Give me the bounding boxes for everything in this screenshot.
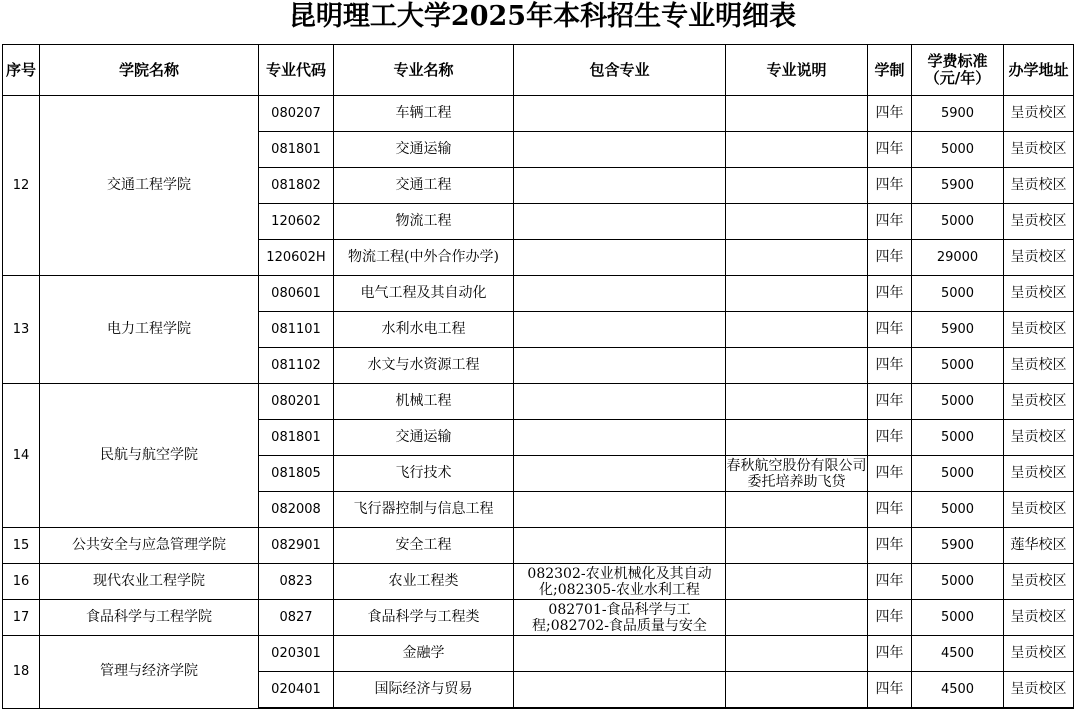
cell-seq: 12 [3, 96, 40, 276]
cell-campus: 呈贡校区 [1004, 672, 1074, 709]
header-includes: 包含专业 [514, 45, 726, 96]
cell-fee: 5000 [912, 384, 1004, 420]
cell-college: 公共安全与应急管理学院 [40, 528, 259, 564]
cell-campus: 呈贡校区 [1004, 312, 1074, 348]
cell-duration: 四年 [868, 636, 912, 672]
cell-fee: 5000 [912, 564, 1004, 600]
cell-code: 080601 [259, 276, 334, 312]
header-row [3, 45, 1074, 96]
cell-fee: 5000 [912, 600, 1004, 636]
cell-campus: 呈贡校区 [1004, 348, 1074, 384]
cell-campus: 呈贡校区 [1004, 420, 1074, 456]
cell-college: 交通工程学院 [40, 96, 259, 276]
cell-note [726, 636, 868, 672]
cell-major: 交通工程 [334, 168, 514, 204]
cell-code: 081802 [259, 168, 334, 204]
cell-major: 交通运输 [334, 132, 514, 168]
cell-campus: 呈贡校区 [1004, 276, 1074, 312]
cell-major: 物流工程 [334, 204, 514, 240]
cell-fee: 5000 [912, 132, 1004, 168]
header-fee [912, 45, 1004, 96]
header-duration: 学制 [868, 45, 912, 96]
cell-campus: 呈贡校区 [1004, 492, 1074, 528]
cell-includes [514, 168, 726, 204]
cell-campus: 莲华校区 [1004, 528, 1074, 564]
cell-includes [514, 132, 726, 168]
cell-includes [514, 384, 726, 420]
table-row [3, 96, 1074, 132]
table-row [3, 528, 1074, 564]
cell-campus: 呈贡校区 [1004, 564, 1074, 600]
cell-includes [514, 240, 726, 276]
cell-note [726, 492, 868, 528]
cell-fee: 5000 [912, 420, 1004, 456]
cell-college: 现代农业工程学院 [40, 564, 259, 600]
cell-campus: 呈贡校区 [1004, 96, 1074, 132]
cell-major: 电气工程及其自动化 [334, 276, 514, 312]
cell-fee: 5000 [912, 492, 1004, 528]
cell-seq: 17 [3, 600, 40, 636]
cell-major: 金融学 [334, 636, 514, 672]
cell-duration: 四年 [868, 384, 912, 420]
cell-includes [514, 420, 726, 456]
cell-duration: 四年 [868, 672, 912, 709]
cell-duration: 四年 [868, 456, 912, 492]
cell-duration: 四年 [868, 276, 912, 312]
cell-seq: 13 [3, 276, 40, 384]
cell-code: 120602 [259, 204, 334, 240]
header-fee-line2: （元/年） [924, 69, 991, 87]
cell-includes: 082302-农业机械化及其自动化;082305-农业水利工程 [514, 564, 726, 600]
cell-duration: 四年 [868, 348, 912, 384]
cell-note [726, 96, 868, 132]
cell-fee: 5000 [912, 348, 1004, 384]
cell-campus: 呈贡校区 [1004, 168, 1074, 204]
cell-includes [514, 312, 726, 348]
cell-major: 飞行器控制与信息工程 [334, 492, 514, 528]
cell-college: 食品科学与工程学院 [40, 600, 259, 636]
cell-fee: 5900 [912, 168, 1004, 204]
cell-note [726, 168, 868, 204]
cell-campus: 呈贡校区 [1004, 132, 1074, 168]
cell-fee: 5900 [912, 312, 1004, 348]
header-campus: 办学地址 [1004, 45, 1074, 96]
cell-note [726, 348, 868, 384]
cell-fee: 5900 [912, 96, 1004, 132]
cell-duration: 四年 [868, 564, 912, 600]
cell-code: 080207 [259, 96, 334, 132]
cell-code: 081102 [259, 348, 334, 384]
cell-fee: 4500 [912, 672, 1004, 709]
cell-major: 交通运输 [334, 420, 514, 456]
cell-major: 物流工程(中外合作办学) [334, 240, 514, 276]
header-fee-line1: 学费标准 [927, 52, 988, 70]
cell-major: 水文与水资源工程 [334, 348, 514, 384]
cell-note [726, 312, 868, 348]
cell-major: 机械工程 [334, 384, 514, 420]
header-note: 专业说明 [726, 45, 868, 96]
cell-duration: 四年 [868, 420, 912, 456]
cell-code: 0823 [259, 564, 334, 600]
cell-fee: 5000 [912, 204, 1004, 240]
majors-table [2, 44, 1074, 709]
cell-code: 080201 [259, 384, 334, 420]
cell-includes [514, 204, 726, 240]
page-title: 昆明理工大学2025年本科招生专业明细表 [288, 1, 797, 32]
cell-duration: 四年 [868, 96, 912, 132]
header-seq: 序号 [3, 45, 40, 96]
cell-includes [514, 492, 726, 528]
cell-note [726, 672, 868, 709]
cell-fee: 4500 [912, 636, 1004, 672]
cell-campus: 呈贡校区 [1004, 384, 1074, 420]
cell-major: 水利水电工程 [334, 312, 514, 348]
cell-code: 081101 [259, 312, 334, 348]
header-major: 专业名称 [334, 45, 514, 96]
cell-note [726, 564, 868, 600]
cell-major: 国际经济与贸易 [334, 672, 514, 709]
cell-code: 0827 [259, 600, 334, 636]
cell-note [726, 528, 868, 564]
cell-includes: 082701-食品科学与工程;082702-食品质量与安全 [514, 600, 726, 636]
cell-major: 食品科学与工程类 [334, 600, 514, 636]
cell-seq: 16 [3, 564, 40, 600]
table-row [3, 276, 1074, 312]
cell-fee: 5900 [912, 528, 1004, 564]
cell-code: 120602H [259, 240, 334, 276]
cell-duration: 四年 [868, 492, 912, 528]
cell-campus: 呈贡校区 [1004, 456, 1074, 492]
cell-note [726, 420, 868, 456]
cell-major: 安全工程 [334, 528, 514, 564]
table-row [3, 384, 1074, 420]
cell-code: 081801 [259, 420, 334, 456]
cell-note [726, 600, 868, 636]
cell-code: 081805 [259, 456, 334, 492]
cell-code: 081801 [259, 132, 334, 168]
cell-campus: 呈贡校区 [1004, 240, 1074, 276]
cell-includes [514, 456, 726, 492]
cell-duration: 四年 [868, 312, 912, 348]
cell-note [726, 204, 868, 240]
cell-code: 020401 [259, 672, 334, 709]
cell-fee: 5000 [912, 456, 1004, 492]
header-college: 学院名称 [40, 45, 259, 96]
cell-major: 飞行技术 [334, 456, 514, 492]
cell-includes [514, 528, 726, 564]
cell-includes [514, 348, 726, 384]
cell-note: 春秋航空股份有限公司委托培养助飞贷 [726, 457, 867, 490]
cell-note [726, 132, 868, 168]
cell-campus: 呈贡校区 [1004, 600, 1074, 636]
cell-includes [514, 96, 726, 132]
cell-note [726, 384, 868, 420]
cell-includes [514, 672, 726, 709]
table-row [3, 636, 1074, 672]
cell-duration: 四年 [868, 528, 912, 564]
cell-includes [514, 276, 726, 312]
cell-college: 电力工程学院 [40, 276, 259, 384]
table-row [3, 600, 1074, 636]
cell-duration: 四年 [868, 240, 912, 276]
cell-campus: 呈贡校区 [1004, 204, 1074, 240]
cell-major: 农业工程类 [334, 564, 514, 600]
cell-major: 车辆工程 [334, 96, 514, 132]
cell-fee: 29000 [912, 240, 1004, 276]
cell-includes [514, 636, 726, 672]
cell-code: 082901 [259, 528, 334, 564]
cell-note [726, 240, 868, 276]
cell-fee: 5000 [912, 276, 1004, 312]
cell-duration: 四年 [868, 204, 912, 240]
cell-seq: 18 [3, 636, 40, 709]
cell-duration: 四年 [868, 168, 912, 204]
cell-note [726, 276, 868, 312]
header-code: 专业代码 [259, 45, 334, 96]
cell-code: 082008 [259, 492, 334, 528]
table-body [3, 96, 1074, 709]
cell-campus: 呈贡校区 [1004, 636, 1074, 672]
cell-college: 民航与航空学院 [40, 384, 259, 528]
cell-seq: 14 [3, 384, 40, 528]
cell-duration: 四年 [868, 132, 912, 168]
cell-duration: 四年 [868, 600, 912, 636]
cell-seq: 15 [3, 528, 40, 564]
cell-college: 管理与经济学院 [40, 636, 259, 709]
table-row [3, 564, 1074, 600]
cell-code: 020301 [259, 636, 334, 672]
